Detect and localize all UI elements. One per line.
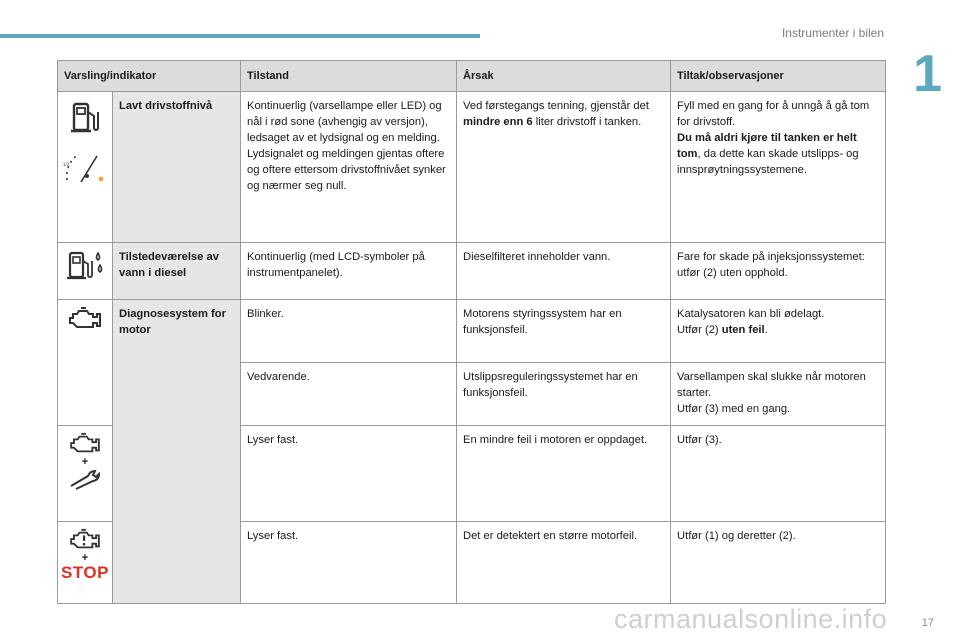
plus-sign: + bbox=[81, 456, 89, 468]
state-cell: Kontinuerlig (med LCD-symboler på instrumentpanelet). bbox=[241, 243, 457, 300]
table-row bbox=[58, 300, 886, 363]
cause-cell: Utslippsreguleringssystemet har en funksjonsfeil. bbox=[457, 363, 671, 426]
fuel-pump-icon bbox=[68, 98, 102, 136]
action-cell bbox=[671, 300, 886, 363]
action-bold: Du må aldri kjøre til tanken er helt tom bbox=[677, 132, 857, 160]
icon-cell bbox=[58, 426, 113, 522]
state-cell: Blinker. bbox=[241, 300, 457, 363]
action-text: Utfør (3) med en gang. bbox=[677, 403, 791, 415]
header-cause: Årsak bbox=[457, 61, 671, 92]
state-cell: Lyser fast. bbox=[241, 522, 457, 604]
cause-cell: Motorens styringssystem har en funksjonsfeil. bbox=[457, 300, 671, 363]
signal-name: Tilstedeværelse av vann i diesel bbox=[113, 243, 241, 300]
engine-icon bbox=[67, 306, 103, 332]
action-text: Katalysatoren kan bli ødelagt. bbox=[677, 308, 825, 320]
state-cell: Vedvarende. bbox=[241, 363, 457, 426]
table-row bbox=[58, 243, 886, 300]
action-text: Varsellampen skal slukke når motoren starter. bbox=[677, 371, 866, 399]
action-text-end: , da dette kan skade utslipps- og innsprøytningssystemene. bbox=[677, 148, 859, 176]
action-bold: uten feil bbox=[721, 324, 765, 336]
header-state: Tilstand bbox=[241, 61, 457, 92]
action-cell: Fare for skade på injeksjonssystemet: utfør (2) uten opphold. bbox=[671, 243, 886, 300]
fuel-gauge-icon bbox=[61, 146, 109, 186]
cause-cell: Dieselfilteret inneholder vann. bbox=[457, 243, 671, 300]
watermark: carmanualsonline.info bbox=[614, 604, 888, 634]
action-cell: Utfør (3). bbox=[671, 426, 886, 522]
icon-cell bbox=[58, 92, 113, 243]
cause-cell: Det er detektert en større motorfeil. bbox=[457, 522, 671, 604]
svg-text:1/2: 1/2 bbox=[63, 162, 70, 167]
wrench-icon bbox=[68, 468, 102, 490]
state-text: Kontinuerlig (varsellampe eller LED) og nål i rød sone (avhengig av versjon), ledsaget av et lydsignal og en melding. Lydsignalet og meldingen gjentas oftere og oftere ettersom drivstoffnivået synker og nærmer seg null. bbox=[247, 100, 446, 192]
chapter-number: 1 bbox=[913, 45, 942, 103]
state-cell bbox=[241, 92, 457, 243]
icon-cell bbox=[58, 243, 113, 300]
cause-text-end: liter drivstoff i tanken. bbox=[532, 116, 642, 128]
header-signal: Varsling/indikator bbox=[58, 61, 241, 92]
state-cell: Lyser fast. bbox=[241, 426, 457, 522]
icon-cell bbox=[58, 300, 113, 426]
table-row bbox=[58, 92, 886, 243]
table-header-row bbox=[58, 61, 886, 92]
page-number: 17 bbox=[921, 617, 934, 629]
icon-cell bbox=[58, 522, 113, 604]
signal-name: Diagnosesystem for motor bbox=[113, 300, 241, 604]
action-text-end: . bbox=[764, 324, 768, 336]
action-cell: Utfør (1) og deretter (2). bbox=[671, 522, 886, 604]
engine-exclamation-icon bbox=[68, 528, 102, 552]
plus-sign: + bbox=[81, 552, 89, 564]
header-action: Tiltak/observasjoner bbox=[671, 61, 886, 92]
action-cell bbox=[671, 92, 886, 243]
stop-icon: STOP bbox=[61, 563, 109, 582]
action-cell bbox=[671, 363, 886, 426]
cause-text: Ved førstegangs tenning, gjenstår det bbox=[463, 100, 649, 112]
warning-table bbox=[57, 60, 886, 604]
cause-cell bbox=[457, 92, 671, 243]
action-text: Utfør (2) bbox=[677, 324, 722, 336]
section-title: Instrumenter i bilen bbox=[781, 26, 884, 40]
engine-icon bbox=[68, 432, 102, 456]
action-text: Fyll med en gang for å unngå å gå tom for drivstoff. bbox=[677, 100, 870, 128]
header-accent-bar bbox=[0, 34, 480, 38]
signal-name: Lavt drivstoffnivå bbox=[113, 92, 241, 243]
cause-bold: mindre enn 6 bbox=[463, 116, 533, 128]
water-in-diesel-icon bbox=[65, 249, 105, 283]
cause-cell: En mindre feil i motoren er oppdaget. bbox=[457, 426, 671, 522]
